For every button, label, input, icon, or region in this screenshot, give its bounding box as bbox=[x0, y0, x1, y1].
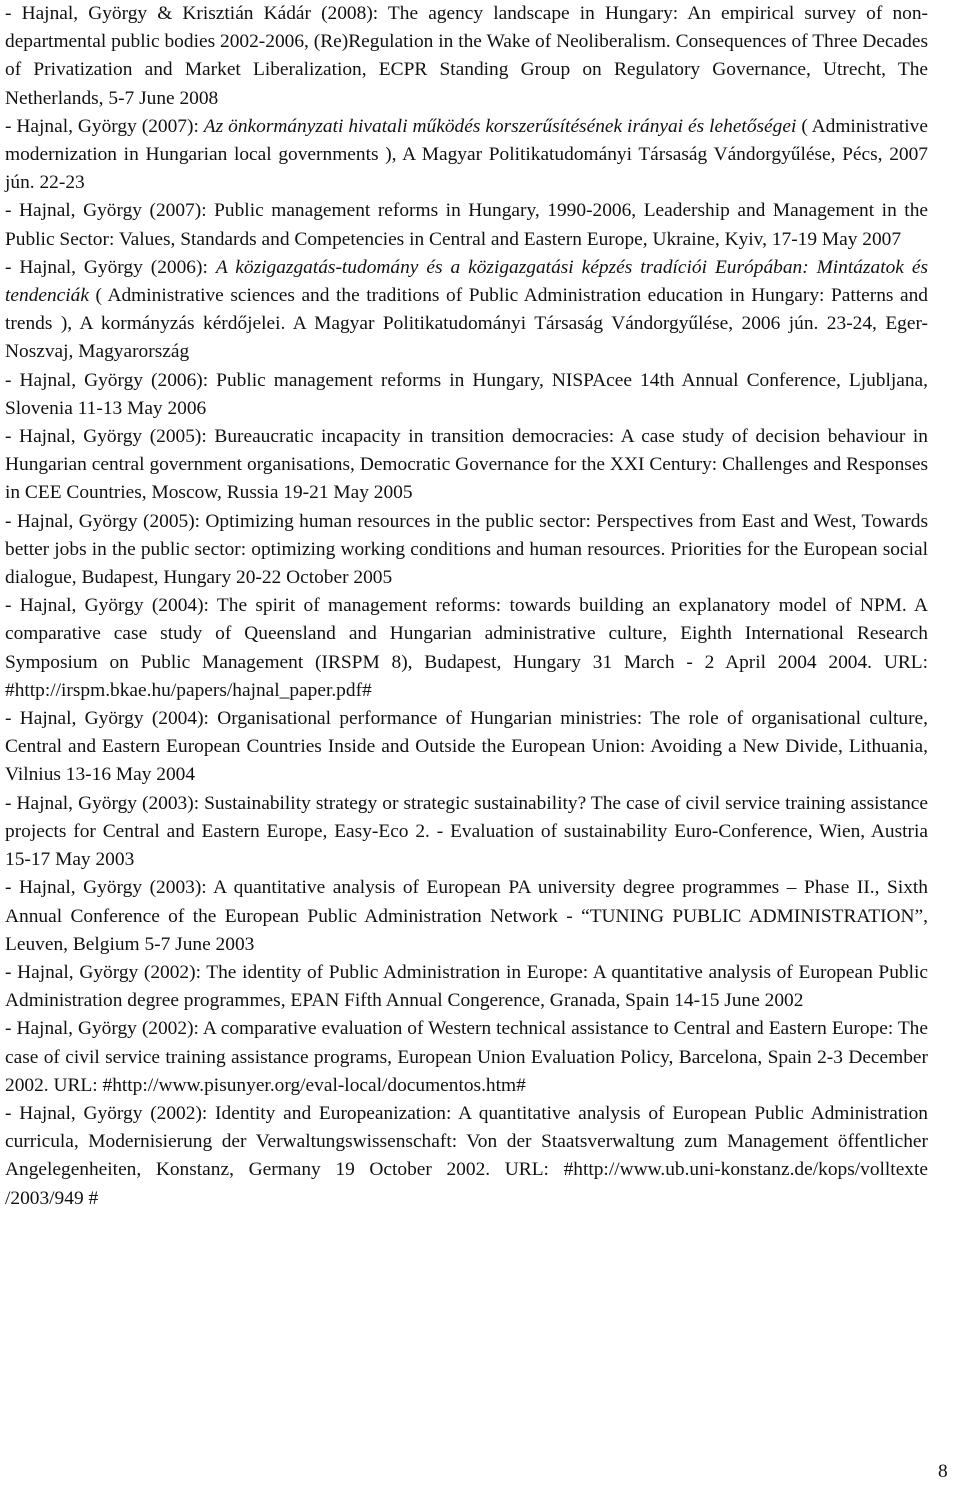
reference-list bbox=[5, 0, 928, 1213]
reference-entry: - Hajnal, György (2004): Organisational performance of Hungarian ministries: The role of organisational culture, Central and Eastern European Countries Inside and Outside the European Union: Avoiding a New Divide, Lithuania, Vilnius 13-16 May 2004 bbox=[5, 708, 928, 786]
reference-entry: - Hajnal, György (2006): Public management reforms in Hungary, NISPAcee 14th Annual Conference, Ljubljana, Slovenia 11-13 May 2006 bbox=[5, 369, 928, 419]
reference-entry: - Hajnal, György & Krisztián Kádár (2008): The agency landscape in Hungary: An empirical survey of non-departmental public bodies 2002-2006, (Re)Regulation in the Wake of Neoliberalism. Consequences of Three Decades of Privatization and Market Liberalization, ECPR Standing Group on Regulatory Governance, Utrecht, The Netherlands, 5-7 June 2008 bbox=[5, 3, 928, 109]
reference-entry: - Hajnal, György (2003): A quantitative analysis of European PA university degree programmes – Phase II., Sixth Annual Conference of the European Public Administration Network - “TUNING PUBLIC ADMINISTRATION”, Leuven, Belgium 5-7 June 2003 bbox=[5, 877, 928, 955]
reference-entry: - Hajnal, György (2004): The spirit of management reforms: towards building an explanatory model of NPM. A comparative case study of Queensland and Hungarian administrative culture, Eighth International Research Symposium on Public Management (IRSPM 8), Budapest, Hungary 31 March - 2 April 2004 2004. URL: #http://irspm.bkae.hu/papers/hajnal_paper.pdf# bbox=[5, 595, 928, 701]
reference-entry: - Hajnal, György (2002): Identity and Europeanization: A quantitative analysis of European Public Administration curricula, Modernisierung der Verwaltungswissenschaft: Von der Staatsverwaltung zum Management öffentlicher Angelegenheiten, Konstanz, Germany 19 October 2002. URL: #http://www.ub.uni-konstanz.de/kops/volltexte /2003/949 # bbox=[5, 1102, 928, 1209]
reference-entry: - Hajnal, György (2003): Sustainability strategy or strategic sustainability? The case of civil service training assistance projects for Central and Eastern Europe, Easy-Eco 2. - Evaluation of sustainability Euro-Conference, Wien, Austria 15-17 May 2003 bbox=[5, 792, 928, 871]
reference-entry: - Hajnal, György (2006): A közigazgatás-tudomány és a közigazgatási képzés tradíciói Európában: Mintázatok és tendenciák ( Administrative sciences and the traditions of Public Administration education in Hungary: Patterns and trends ), A kormányzás kérdőjelei. A Magyar Politikatudományi Társaság Vándorgyűlése, 2006 jún. 23-24, Eger-Noszvaj, Magyarország bbox=[5, 256, 929, 363]
reference-entry: - Hajnal, György (2005): Optimizing human resources in the public sector: Perspectives from East and West, Towards better jobs in the public sector: optimizing working conditions and human resources. Priorities for the European social dialogue, Budapest, Hungary 20-22 October 2005 bbox=[5, 510, 928, 589]
reference-entry: - Hajnal, György (2007): Public management reforms in Hungary, 1990-2006, Leadership and Management in the Public Sector: Values, Standards and Competencies in Central and Eastern Europe, Ukraine, Kyiv, 17-19 May 2007 bbox=[5, 200, 928, 250]
reference-entry: - Hajnal, György (2002): A comparative evaluation of Western technical assistance to Central and Eastern Europe: The case of civil service training assistance programs, European Union Evaluation Policy, Barcelona, Spain 2-3 December 2002. URL: #http://www.pisunyer.org/eval-local/documentos.htm# bbox=[5, 1018, 928, 1096]
page-number: 8 bbox=[938, 1461, 948, 1482]
reference-entry: - Hajnal, György (2002): The identity of Public Administration in Europe: A quantitative analysis of European Public Administration degree programmes, EPAN Fifth Annual Congerence, Granada, Spain 14-15 June 2002 bbox=[5, 961, 928, 1012]
reference-entry: - Hajnal, György (2005): Bureaucratic incapacity in transition democracies: A case study of decision behaviour in Hungarian central government organisations, Democratic Governance for the XXI Century: Challenges and Responses in CEE Countries, Moscow, Russia 19-21 May 2005 bbox=[5, 426, 928, 504]
reference-entry: - Hajnal, György (2007): Az önkormányzati hivatali működés korszerűsítésének irányai és lehetőségei ( Administrative modernization in Hungarian local governments ), A Magyar Politikatudományi Társaság Vándorgyűlése, Pécs, 2007 jún. 22-23 bbox=[5, 115, 928, 194]
